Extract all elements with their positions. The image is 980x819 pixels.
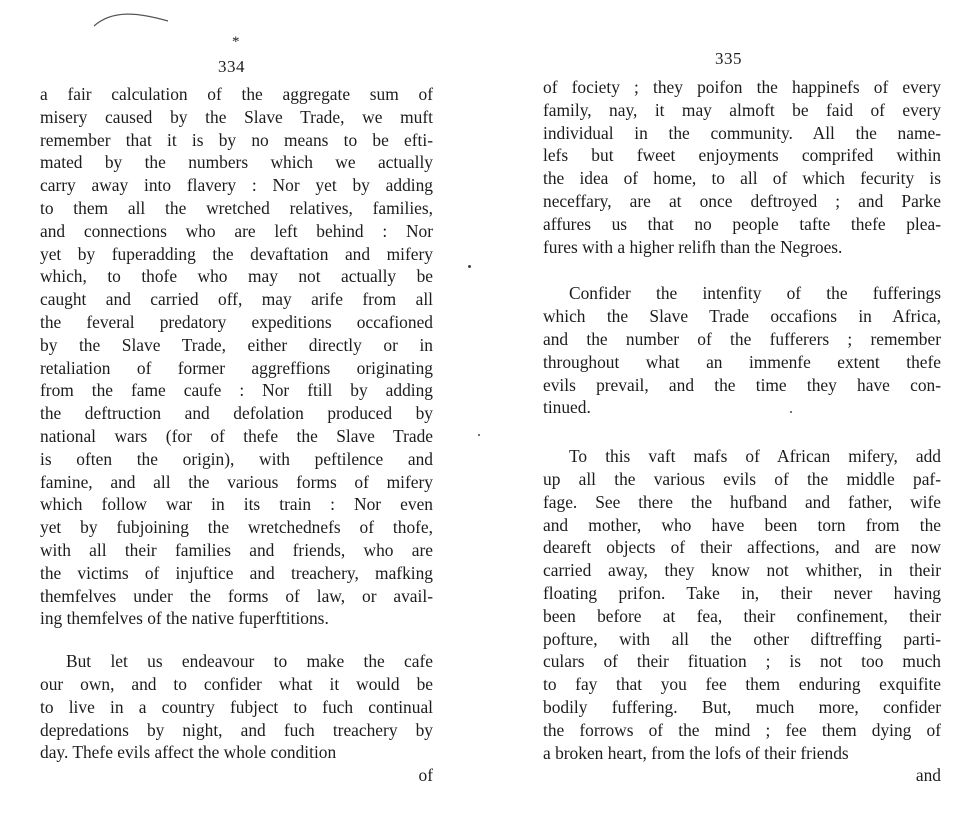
text-line: evils prevail, and the time they have con- [543,374,941,395]
text-line: ing themfelves of the native fuperftitions. [40,608,329,629]
text-line: the feveral predatory expeditions occafioned [40,311,433,332]
page-number-right: 335 [715,49,742,68]
paragraph [40,83,433,630]
text-line: with all their families and friends, who are [40,539,433,560]
text-line: mated by the numbers which we actually [40,152,433,173]
text-line: been before at fea, their confinement, their [543,605,941,626]
text-line: yet by fubjoining the wretchednefs of thofe, [40,517,433,538]
right-page [490,0,980,819]
text-line: floating prifon. Take in, their never having [543,582,941,603]
text-line: and connections who are left behind : Nor [40,220,433,241]
paragraph [543,76,941,258]
text-line: remember that it is by no means to be efti- [40,129,433,150]
text-line: To this vaft mafs of African mifery, add [569,446,941,467]
text-line: family, nay, it may almoft be faid of every [543,99,941,120]
text-line: and the number of the fufferers ; remember [543,328,941,349]
text-line: day. Thefe evils affect the whole condition [40,742,337,763]
text-line: to them all the wretched relatives, families, [40,197,433,218]
text-line: which follow war in its train : Nor even [40,494,433,515]
paragraph [543,282,941,419]
text-line: carry away into flavery : Nor yet by adding [40,175,433,196]
star-mark: * [232,34,240,50]
text-line: tinued. [543,397,591,418]
text-line: lefs but fweet enjoyments comprifed within [543,145,941,166]
ink-speck [468,265,471,268]
text-line: individual in the community. All the name- [543,122,941,143]
text-line: the idea of home, to all of which fecurity is [543,168,941,189]
text-line: a broken heart, from the lofs of their friends [543,742,849,763]
ink-speck [478,434,480,436]
text-line: which the Slave Trade occafions in Africa, [543,306,941,327]
text-line: fures with a higher relifh than the Negroes. [543,236,843,257]
paragraph [40,650,433,764]
catchword: and [915,765,941,786]
text-line: national wars (for of thefe the Slave Trade [40,425,433,446]
text-line: the deftruction and defolation produced by [40,403,433,424]
left-text-column [40,83,433,787]
text-line: Confider the intenfity of the fufferings [569,283,941,304]
text-line: the victims of injuftice and treachery, mafking [40,562,433,583]
text-line: themfelves under the forms of law, or avail- [40,585,433,606]
text-line: yet by fuperadding the devaftation and mifery [40,243,433,264]
text-line: a fair calculation of the aggregate sum of [40,84,433,104]
text-line: the forrows of the mind ; fee them dying of [543,719,941,740]
text-line: depredations by night, and fuch treachery by [40,719,433,740]
text-line: by the Slave Trade, either directly or in [40,334,433,355]
right-text-column [543,76,941,787]
text-line: But let us endeavour to make the cafe [66,651,433,672]
text-line: our own, and to confider what it would be [40,673,433,694]
text-line: deareft objects of their affections, and are now [543,537,941,558]
pen-stroke-mark [92,8,172,30]
text-line: carried away, they know not whither, in their [543,560,941,581]
text-line: misery caused by the Slave Trade, we muft [40,106,433,127]
text-line: neceffary, are at once deftroyed ; and Parke [543,190,941,211]
text-line: which, to thofe who may not actually be [40,266,433,287]
text-line: and mother, who have been torn from the [543,514,941,535]
page-number-left: 334 [218,57,245,76]
text-line: retaliation of former aggreffions originating [40,357,433,378]
text-line: culars of their fituation ; is not too much [543,651,941,672]
text-line: to fay that you fee them enduring exquifite [543,674,941,695]
text-line: pofture, with all the other diftreffing parti- [543,628,941,649]
text-line: affures us that no people tafte thefe plea- [543,213,941,234]
text-line: fage. See there the hufband and father, wife [543,491,941,512]
text-line: up all the various evils of the middle paf- [543,468,941,489]
text-line: from the fame caufe : Nor ftill by adding [40,380,433,401]
text-line: famine, and all the various forms of mifery [40,471,433,492]
text-line: of fociety ; they poifon the happinefs of every [543,77,941,97]
text-line: caught and carried off, may arife from all [40,289,433,310]
text-line: is often the origin), with peftilence and [40,448,433,469]
paragraph [543,445,941,764]
text-line: to live in a country fubject to fuch continual [40,696,433,717]
ink-speck [790,411,792,413]
text-line: throughout what an immenfe extent thefe [543,351,941,372]
catchword: of [418,765,433,786]
text-line: bodily fuffering. But, much more, confider [543,696,941,717]
